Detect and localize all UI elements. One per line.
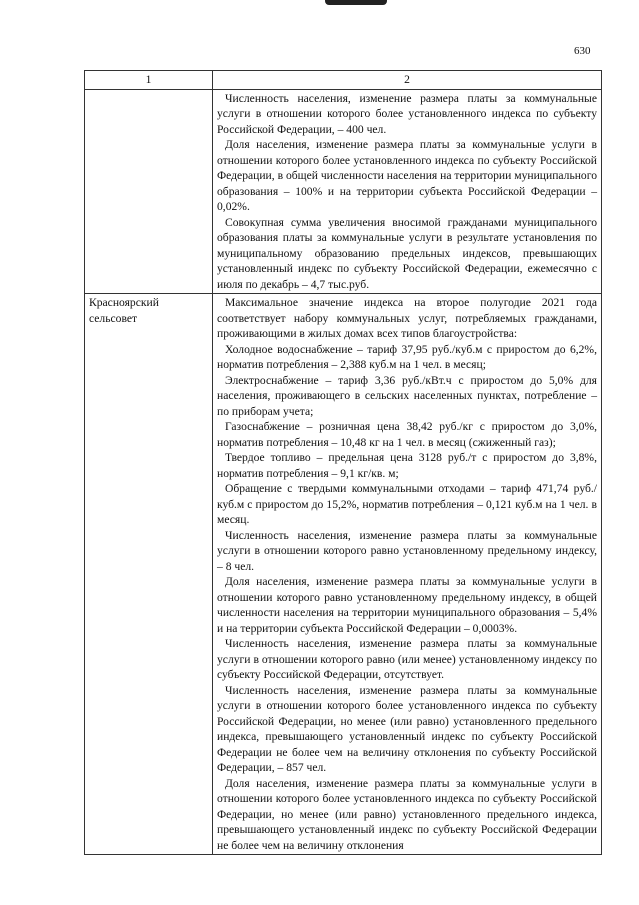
- paragraph: Электроснабжение – тариф 3,36 руб./кВт.ч с приростом до 5,0% для населения, проживающего в сельских населенных пунктах, потребление – по приборам учета;: [217, 373, 597, 418]
- paragraph: Холодное водоснабжение – тариф 37,95 руб./куб.м с приростом до 6,2%, норматив потребления – 2,388 куб.м на 1 чел. в месяц;: [217, 342, 597, 371]
- paragraph: Доля населения, изменение размера платы за коммунальные услуги в отношении которого более установленного индекса по субъекту Российской Федерации, в общей численности населения на территории муниципального образования – 100% и на территории субъекта Российской Федерации – 0,02%.: [217, 138, 597, 213]
- paragraph: Газоснабжение – розничная цена 38,42 руб./кг с приростом до 3,0%, норматив потребления – 10,48 кг на 1 чел. в месяц (сжиженный газ);: [217, 420, 597, 449]
- table-row: [85, 89, 602, 294]
- scan-artifact-bar: [325, 0, 387, 5]
- description-cell: [213, 89, 602, 294]
- paragraph: Максимальное значение индекса на второе полугодие 2021 года соответствует набору коммунальных услуг, потребляемых гражданами, проживающими в жилых домах всех типов благоустройства:: [217, 296, 597, 340]
- paragraph: Совокупная сумма увеличения вносимой гражданами муниципального образования платы за коммунальные услуги в результате установления по муниципальному образованию предельных индексов, превышающих установленный индекс по субъекту Российской Федерации, ежемесячно с июля по декабрь – 4,7 тыс.руб.: [217, 215, 597, 291]
- page-number: 630: [574, 45, 591, 57]
- document-table: [84, 70, 602, 855]
- municipality-cell: [85, 89, 213, 294]
- paragraph: Доля населения, изменение размера платы за коммунальные услуги в отношении которого более установленного индекса по субъекту Российской Федерации, но менее (или равно) установленного предельного индекса, превышающего установленный индекс по субъекту Российской Федерации не более чем на величину отклонения: [217, 776, 597, 852]
- paragraph: Численность населения, изменение размера платы за коммунальные услуги в отношении которого более установленного индекса по субъекту Российской Федерации, но менее (или равно) установленного предельного индекса, превышающего установленный индекс по субъекту Российской Федерации не более чем на величину отклонения по субъекту Российской Федерации, – 857 чел.: [217, 683, 597, 774]
- paragraph: Численность населения, изменение размера платы за коммунальные услуги в отношении которого равно установленному предельному индексу, – 8 чел.: [217, 528, 597, 573]
- municipality-cell: Красноярский сельсовет: [85, 294, 213, 855]
- description-cell: [213, 294, 602, 855]
- paragraph: Доля населения, изменение размера платы за коммунальные услуги в отношении которого равно установленному предельному индексу, в общей численности населения на территории муниципального образования – 5,4% и на территории субъекта Российской Федерации – 0,0003%.: [217, 575, 597, 635]
- column-header-2: 2: [213, 71, 602, 90]
- paragraph: Численность населения, изменение размера платы за коммунальные услуги в отношении которого более установленного индекса по субъекту Российской Федерации, – 400 чел.: [217, 91, 597, 136]
- table-row: [85, 294, 602, 855]
- paragraph: Твердое топливо – предельная цена 3128 руб./т с приростом до 3,8%, норматив потребления – 9,1 кг/кв. м;: [217, 451, 597, 480]
- table-header-row: [85, 71, 602, 90]
- paragraph: Численность населения, изменение размера платы за коммунальные услуги в отношении которого равно (или менее) установленному индексу по субъекту Российской Федерации, отсутствует.: [217, 637, 597, 681]
- column-header-1: 1: [85, 71, 213, 90]
- paragraph: Обращение с твердыми коммунальными отходами – тариф 471,74 руб./куб.м с приростом до 15,2%, норматив потребления – 0,121 куб.м на 1 чел. в месяц.: [217, 482, 597, 526]
